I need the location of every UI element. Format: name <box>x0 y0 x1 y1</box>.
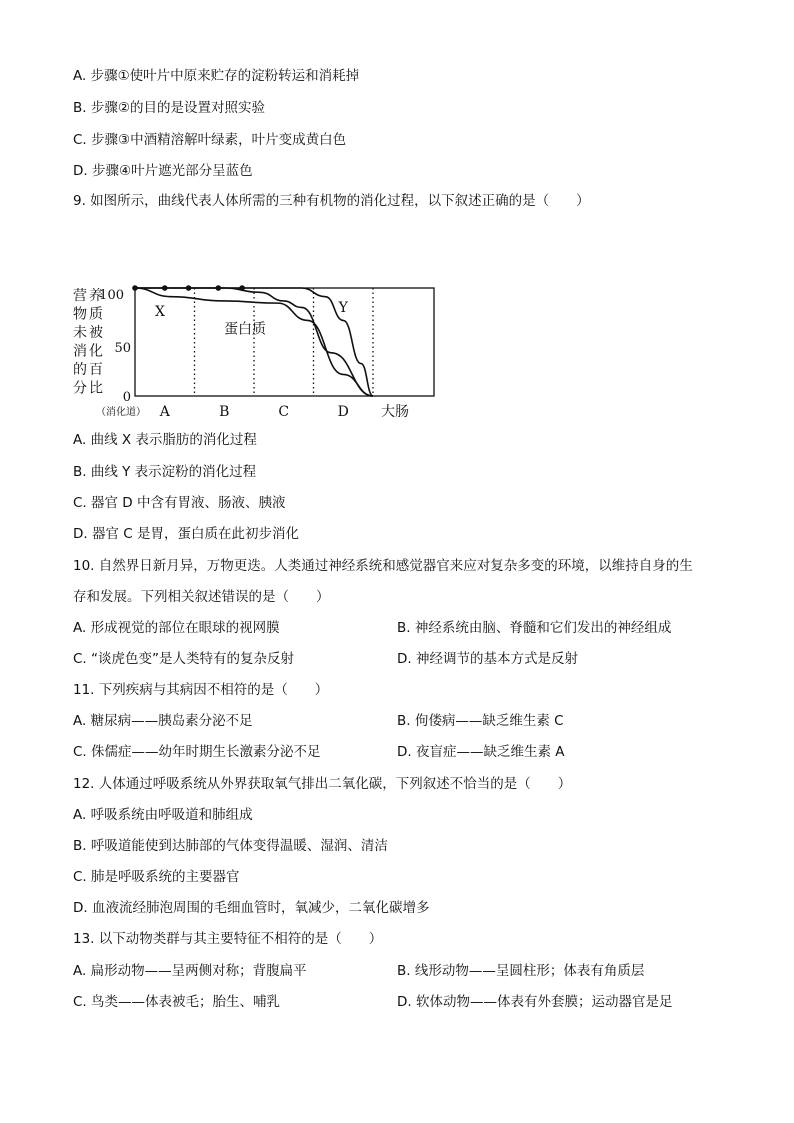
q10-option-a: A. 形成视觉的部位在眼球的视网膜 <box>73 620 280 636</box>
x-axis-prefix: （消化道） <box>96 407 146 418</box>
digestion-chart <box>66 278 446 424</box>
q11-option-d: D. 夜盲症——缺乏维生素 A <box>397 744 565 760</box>
q13-option-a: A. 扁形动物——呈两侧对称；背腹扁平 <box>73 963 307 979</box>
x-category-label: 大肠 <box>381 404 409 420</box>
q12-option-b: B. 呼吸道能使到达肺部的气体变得温暖、湿润、清洁 <box>73 838 388 854</box>
q11-option-a: A. 糖尿病——胰岛素分泌不足 <box>73 713 253 729</box>
series-label: Y <box>338 299 348 316</box>
y-axis-label-row: 营养 <box>73 288 105 304</box>
q8-option-a: A. 步骤①使叶片中原来贮存的淀粉转运和消耗掉 <box>73 68 360 84</box>
series-label: X <box>155 304 165 321</box>
y-axis-label-row: 消化 <box>73 343 105 360</box>
q13-stem: 13. 以下动物类群与其主要特征不相符的是（ ） <box>73 931 383 947</box>
x-category-label: C <box>278 404 290 420</box>
q11-option-c: C. 侏儒症——幼年时期生长激素分泌不足 <box>73 744 321 760</box>
q10-option-c: C. “谈虎色变”是人类特有的复杂反射 <box>73 651 294 667</box>
curve-marker-dot <box>239 285 245 291</box>
y-tick-50: 50 <box>114 341 131 356</box>
y-axis-label-row: 未被 <box>73 325 105 341</box>
y-tick-0: 0 <box>122 390 131 405</box>
q13-option-d: D. 软体动物——体表有外套膜；运动器官是足 <box>397 994 673 1010</box>
q8-option-d: D. 步骤④叶片遮光部分呈蓝色 <box>73 163 253 179</box>
y-axis-label-row: 的百 <box>73 362 105 378</box>
q11-option-b: B. 佝偻病——缺乏维生素 C <box>397 713 564 729</box>
q9-option-c: C. 器官 D 中含有胃液、肠液、胰液 <box>73 495 286 511</box>
q9-option-d: D. 器官 C 是胃，蛋白质在此初步消化 <box>73 526 299 542</box>
y-axis-label-row: 分比 <box>73 380 105 397</box>
q10-stem-line2: 存和发展。下列相关叙述错误的是（ ） <box>73 589 330 605</box>
curve-marker-dot <box>132 285 138 291</box>
x-category-label: B <box>219 404 230 420</box>
q8-option-c: C. 步骤③中酒精溶解叶绿素，叶片变成黄白色 <box>73 132 347 148</box>
q10-option-b: B. 神经系统由脑、脊髓和它们发出的神经组成 <box>397 620 672 636</box>
q12-option-c: C. 肺是呼吸系统的主要器官 <box>73 869 240 885</box>
x-category-label: A <box>159 404 170 420</box>
curve-marker-dot <box>186 285 192 291</box>
q13-option-b: B. 线形动物——呈圆柱形；体表有角质层 <box>397 963 645 979</box>
q9-option-b: B. 曲线 Y 表示淀粉的消化过程 <box>73 464 257 480</box>
q11-stem: 11. 下列疾病与其病因不相符的是（ ） <box>73 682 329 698</box>
curve-marker-dot <box>216 285 222 291</box>
q10-stem-line1: 10. 自然界日新月异，万物更迭。人类通过神经系统和感觉器官来应对复杂多变的环境，以维持自身的生 <box>73 558 693 574</box>
y-tick-100: 100 <box>99 288 124 303</box>
q12-stem: 12. 人体通过呼吸系统从外界获取氧气排出二氧化碳，下列叙述不恰当的是（ ） <box>73 776 572 792</box>
curve-marker-dot <box>162 285 168 291</box>
q10-option-d: D. 神经调节的基本方式是反射 <box>397 651 578 667</box>
q9-option-a: A. 曲线 X 表示脂肪的消化过程 <box>73 432 257 448</box>
q13-option-c: C. 鸟类——体表被毛；胎生、哺乳 <box>73 994 281 1010</box>
series-label: 蛋白质 <box>224 321 267 338</box>
q12-option-d: D. 血液流经肺泡周围的毛细血管时，氧减少，二氧化碳增多 <box>73 900 430 916</box>
x-category-label: D <box>337 404 349 420</box>
y-axis-label-row: 物质 <box>73 306 105 323</box>
q12-option-a: A. 呼吸系统由呼吸道和肺组成 <box>73 807 253 823</box>
q9-stem: 9. 如图所示，曲线代表人体所需的三种有机物的消化过程，以下叙述正确的是（ ） <box>73 193 590 209</box>
q8-option-b: B. 步骤②的目的是设置对照实验 <box>73 100 265 116</box>
